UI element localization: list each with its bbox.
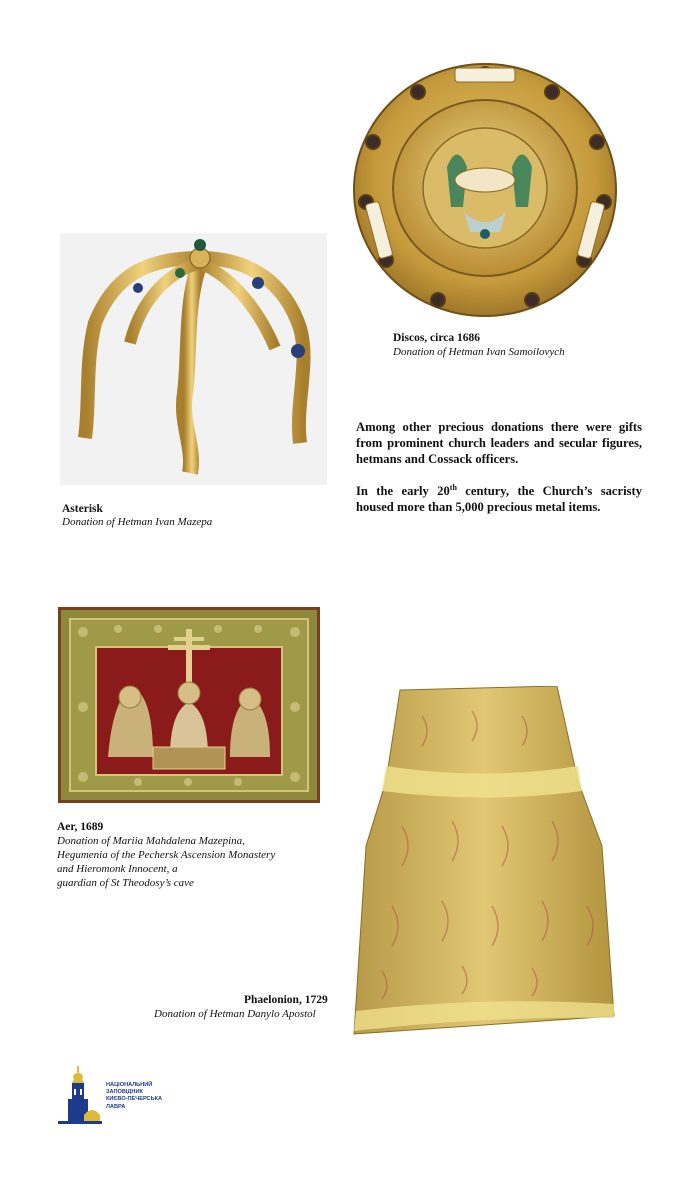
logo-line-2: ЗАПОВІДНИК	[106, 1089, 143, 1096]
aer-donation-line-1: Donation of Mariia Mahdalena Mazepina,	[57, 835, 245, 847]
discos-image	[352, 62, 618, 318]
asterisk-image	[60, 233, 327, 485]
aer-donation-line-4: guardian of St Theodosy’s cave	[57, 877, 194, 889]
aer-donation-line-2: Hegumenia of the Pechersk Ascension Monastery	[57, 849, 276, 861]
bell-tower-icon	[58, 1065, 102, 1125]
aer-donation-line-3: and Hieromonk Innocent, a	[57, 863, 178, 875]
logo-line-3: КИЄВО-ПЕЧЕРСЬКА	[106, 1096, 163, 1103]
body-paragraph-1: Among other precious donations there were gifts from prominent church leaders and secular figures, hetmans and Cossack officers.	[356, 420, 642, 466]
phaelonion-image	[352, 686, 618, 1042]
body-paragraph-2: In the early 20th century, the Church’s sacristy housed more than 5,000 precious metal items.	[356, 482, 642, 514]
lavra-logo	[58, 1065, 178, 1129]
phaelonion-donation: Donation of Hetman Danylo Apostol	[154, 1008, 316, 1020]
asterisk-title: Asterisk	[62, 503, 103, 515]
logo-line-1: НАЦІОНАЛЬНИЙ	[106, 1082, 153, 1088]
aer-title: Aer, 1689	[57, 821, 104, 833]
aer-image	[58, 607, 320, 803]
asterisk-donation: Donation of Hetman Ivan Mazepa	[62, 516, 213, 528]
discos-donation: Donation of Hetman Ivan Samoilovych	[393, 346, 565, 358]
phaelonion-title: Phaelonion, 1729	[244, 994, 328, 1006]
logo-line-4: ЛАВРА	[106, 1103, 126, 1110]
discos-title: Discos, circa 1686	[393, 332, 480, 344]
body-text	[356, 419, 642, 531]
